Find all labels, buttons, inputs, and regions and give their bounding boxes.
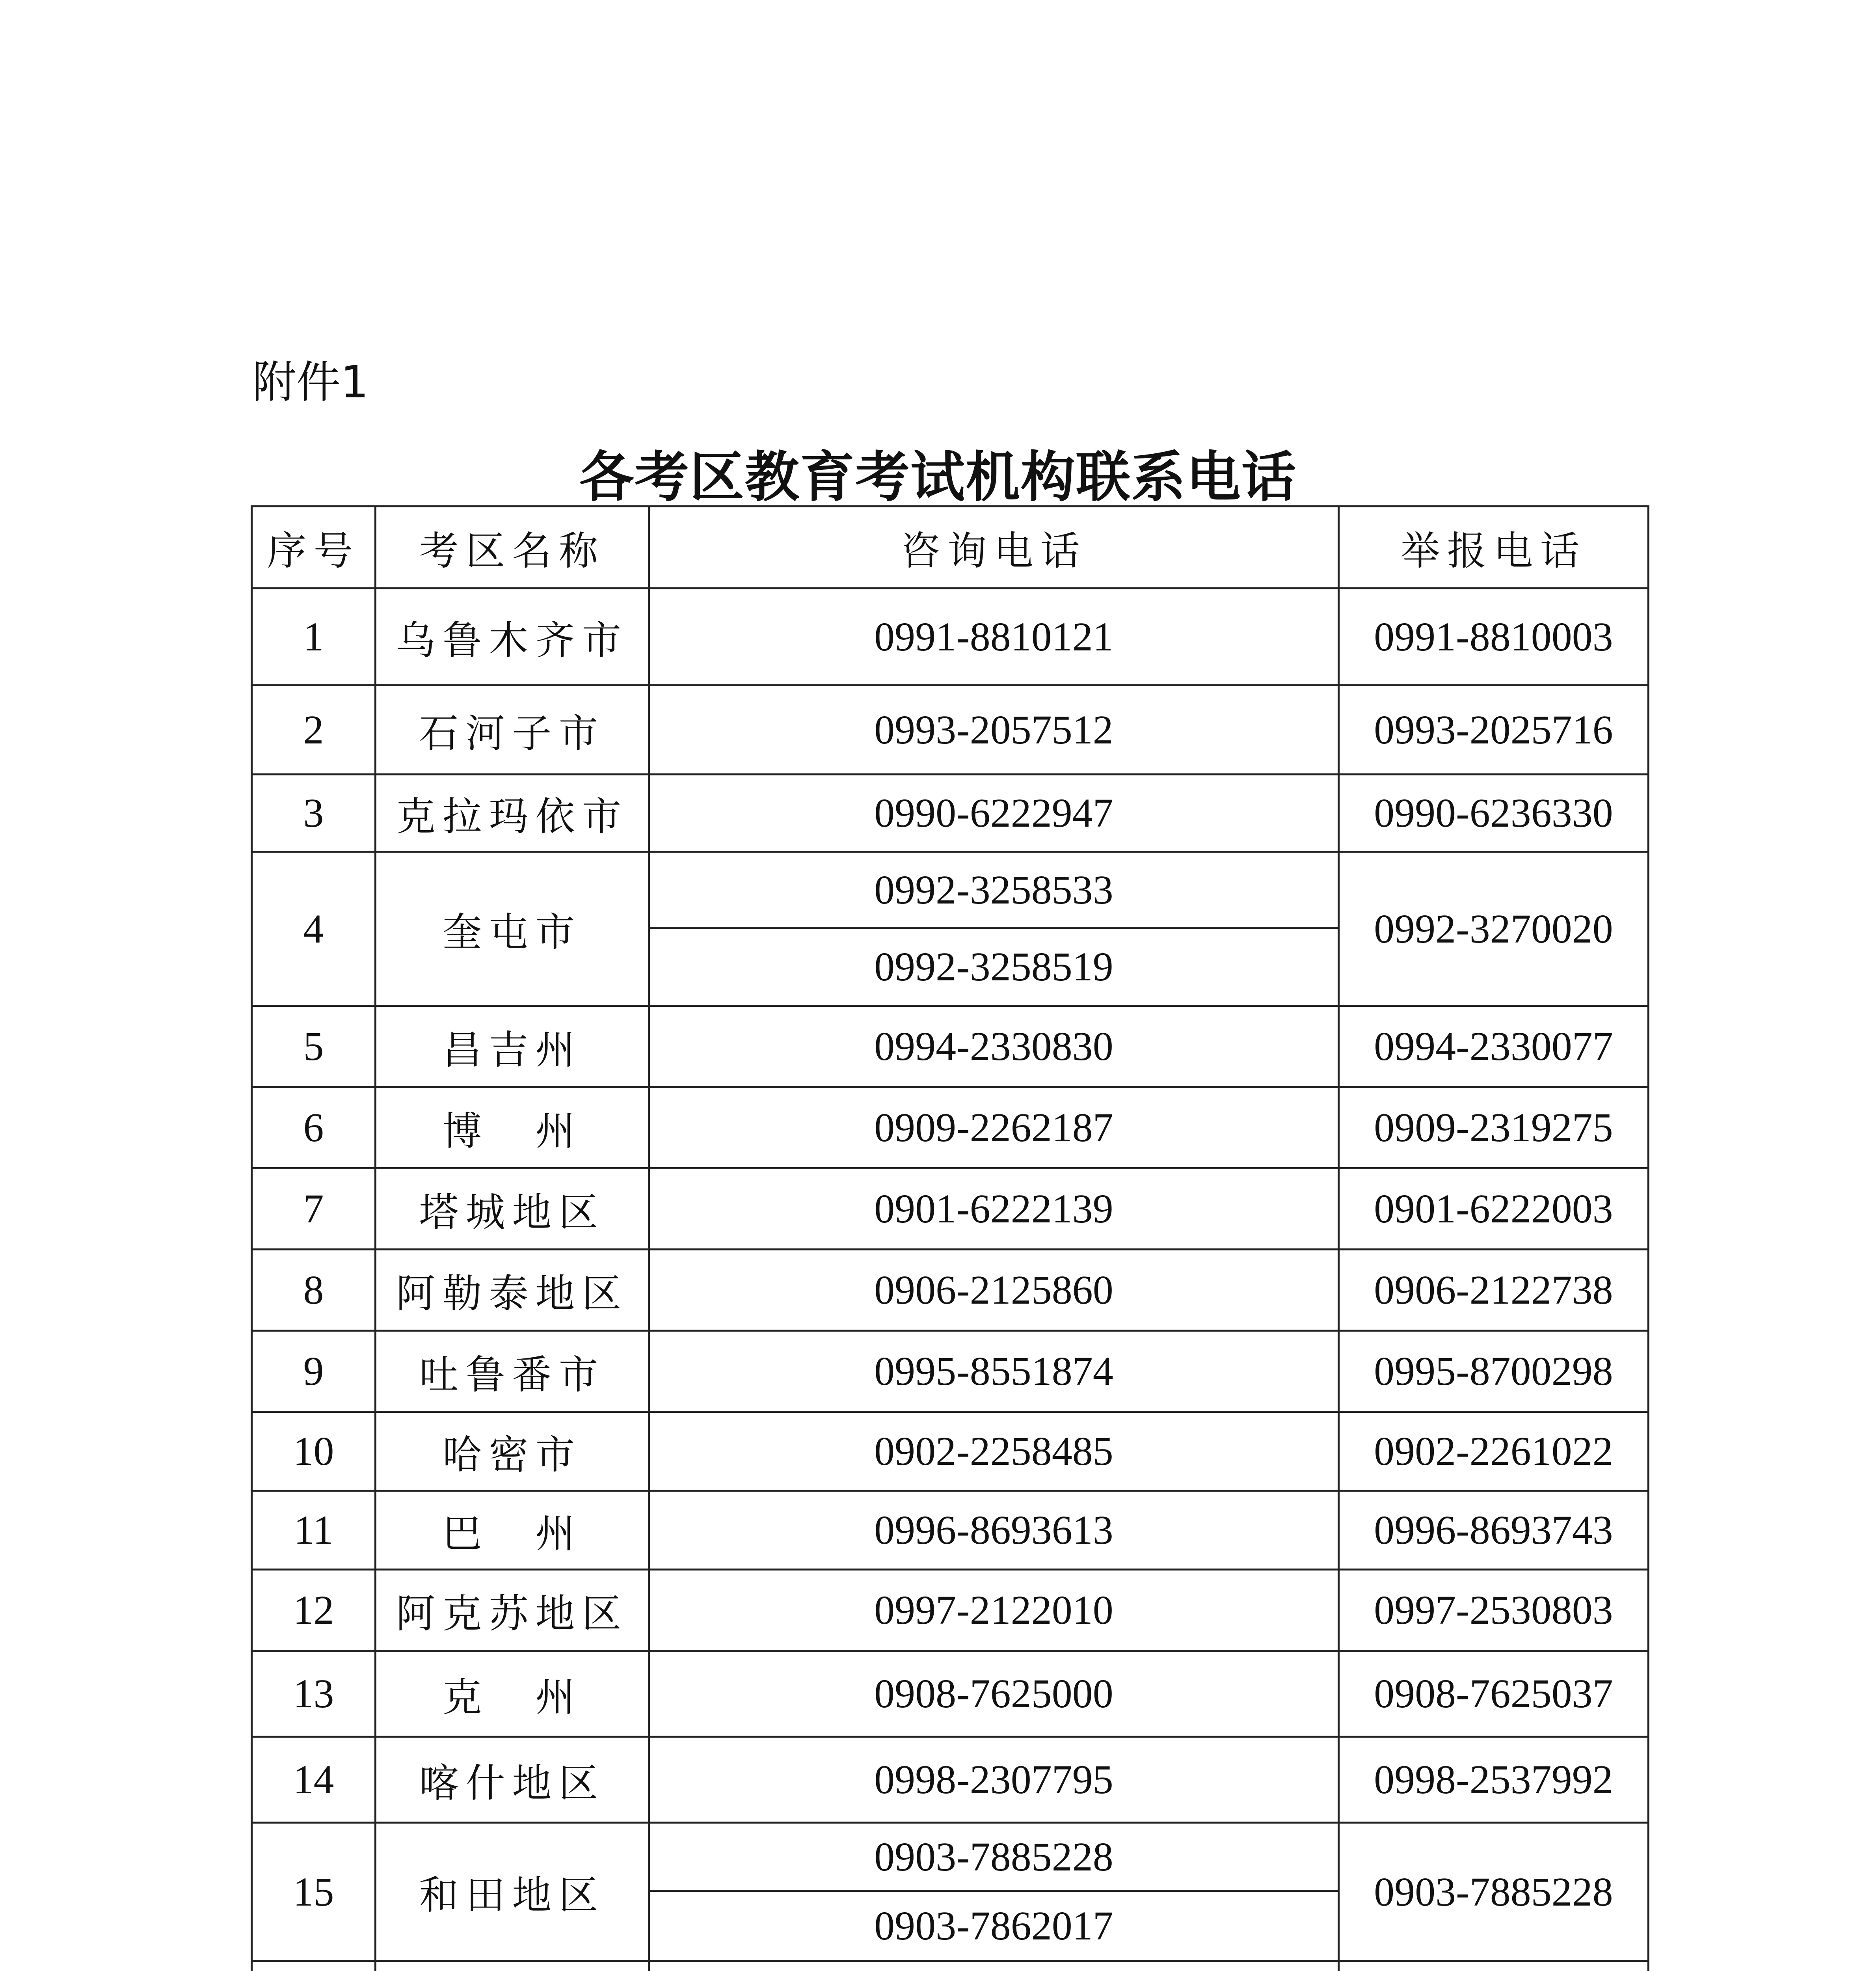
row-report-phone: 0901-6222003: [1339, 1168, 1649, 1250]
table-row: [252, 1331, 1649, 1412]
table-row: [252, 1250, 1649, 1331]
table-row: [252, 1006, 1649, 1087]
table-row: [252, 775, 1649, 852]
row-consult-phone: [649, 1961, 1339, 1971]
row-consult-phone: 0996-8693613: [649, 1491, 1339, 1570]
table-row: [252, 1570, 1649, 1651]
row-index: 1: [252, 589, 376, 686]
contact-table: [251, 505, 1649, 1971]
header-report-phone: 举报电话: [1339, 507, 1649, 589]
row-region-name: 哈密市: [376, 1412, 649, 1491]
row-consult-phone: [649, 852, 1339, 1006]
table-row: [252, 1491, 1649, 1570]
row-region-name: 博 州: [376, 1087, 649, 1168]
table-row: [252, 1087, 1649, 1168]
table-row: [252, 589, 1649, 686]
consult-phone-line: 0903-7885228: [650, 1824, 1338, 1892]
row-report-phone: 0997-2530803: [1339, 1570, 1649, 1651]
row-consult-phone: 0990-6222947: [649, 775, 1339, 852]
row-region-name: 昌吉州: [376, 1006, 649, 1087]
row-index: 13: [252, 1651, 376, 1737]
row-index: 6: [252, 1087, 376, 1168]
table-header-row: [252, 507, 1649, 589]
table-row: [252, 1823, 1649, 1961]
row-report-phone: 0903-7885228: [1339, 1823, 1649, 1961]
row-report-phone: 0998-2537992: [1339, 1737, 1649, 1823]
row-consult-phone: 0997-2122010: [649, 1570, 1339, 1651]
row-index: 10: [252, 1412, 376, 1491]
row-index: 15: [252, 1823, 376, 1961]
row-report-phone: 0906-2122738: [1339, 1250, 1649, 1331]
row-consult-phone: 0998-2307795: [649, 1737, 1339, 1823]
table-row: [252, 1168, 1649, 1250]
row-report-phone: [1339, 1961, 1649, 1971]
row-consult-phone: 0995-8551874: [649, 1331, 1339, 1412]
consult-phone-line: 0992-3258533: [650, 853, 1338, 929]
row-report-phone: 0902-2261022: [1339, 1412, 1649, 1491]
row-index: 14: [252, 1737, 376, 1823]
row-consult-phone: 0908-7625000: [649, 1651, 1339, 1737]
consult-phone-line: 0903-7862017: [874, 1903, 1113, 1949]
row-region-name: 克拉玛依市: [376, 775, 649, 852]
document-title: 各考区教育考试机构联系电话: [579, 445, 1297, 509]
row-index: 11: [252, 1491, 376, 1570]
row-consult-phone: 0909-2262187: [649, 1087, 1339, 1168]
row-region-name: 克 州: [376, 1651, 649, 1737]
row-consult-phone: 0906-2125860: [649, 1250, 1339, 1331]
table-row: [252, 686, 1649, 775]
row-region-name: 巴 州: [376, 1491, 649, 1570]
table-row: [252, 1737, 1649, 1823]
row-region-name: 阿勒泰地区: [376, 1250, 649, 1331]
row-index: 9: [252, 1331, 376, 1412]
row-region-name: 塔城地区: [376, 1168, 649, 1250]
row-region-name: 石河子市: [376, 686, 649, 775]
row-consult-phone: 0901-6222139: [649, 1168, 1339, 1250]
row-consult-phone: 0993-2057512: [649, 686, 1339, 775]
table-row: [252, 1412, 1649, 1491]
table-row: [252, 1961, 1649, 1971]
header-index: 序号: [252, 507, 376, 589]
row-index: 2: [252, 686, 376, 775]
row-region-name: 和田地区: [376, 1823, 649, 1961]
row-region-name: 阿克苏地区: [376, 1570, 649, 1651]
row-report-phone: 0994-2330077: [1339, 1006, 1649, 1087]
row-region-name: [376, 1961, 649, 1971]
attachment-label: 附件1: [252, 357, 369, 408]
row-index: 4: [252, 852, 376, 1006]
row-report-phone: 0909-2319275: [1339, 1087, 1649, 1168]
row-region-name: 奎屯市: [376, 852, 649, 1006]
row-report-phone: 0995-8700298: [1339, 1331, 1649, 1412]
consult-phone-line: 0992-3258519: [874, 944, 1113, 989]
row-report-phone: 0908-7625037: [1339, 1651, 1649, 1737]
row-consult-phone: 0902-2258485: [649, 1412, 1339, 1491]
row-index: 12: [252, 1570, 376, 1651]
row-region-name: 乌鲁木齐市: [376, 589, 649, 686]
table-body: [252, 589, 1649, 1971]
row-report-phone: 0991-8810003: [1339, 589, 1649, 686]
row-index: 5: [252, 1006, 376, 1087]
table-row: [252, 852, 1649, 1006]
row-index: 7: [252, 1168, 376, 1250]
row-report-phone: 0996-8693743: [1339, 1491, 1649, 1570]
table-row: [252, 1651, 1649, 1737]
row-consult-phone: 0991-8810121: [649, 589, 1339, 686]
header-consult-phone: 咨询电话: [649, 507, 1339, 589]
row-consult-phone: 0994-2330830: [649, 1006, 1339, 1087]
row-report-phone: 0993-2025716: [1339, 686, 1649, 775]
row-index: 3: [252, 775, 376, 852]
row-index: [252, 1961, 376, 1971]
row-index: 8: [252, 1250, 376, 1331]
row-consult-phone: [649, 1823, 1339, 1961]
row-region-name: 吐鲁番市: [376, 1331, 649, 1412]
row-region-name: 喀什地区: [376, 1737, 649, 1823]
row-report-phone: 0990-6236330: [1339, 775, 1649, 852]
header-region: 考区名称: [376, 507, 649, 589]
row-report-phone: 0992-3270020: [1339, 852, 1649, 1006]
